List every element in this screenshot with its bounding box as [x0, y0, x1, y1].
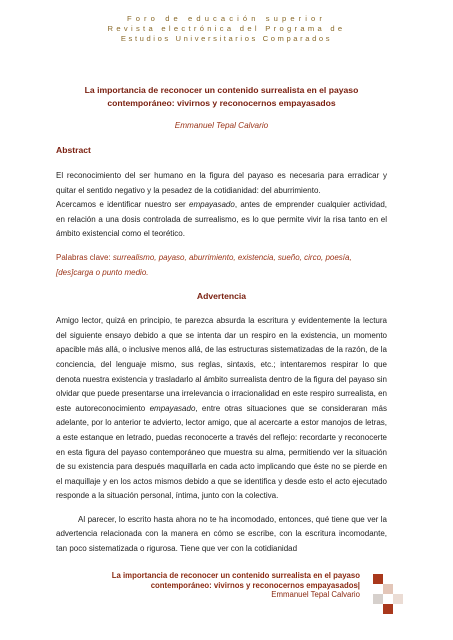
advertencia-p1-text-b: , entre otras situaciones que se consideraran más adelante, por lo anterior te advierto, lector amigo, que al acercarte a estor manojos de letras, a este estanque en letrado, puedas reconocerte a través del reflejo: recordarte y reconocerte en esta figura del payaso contemporáneo que muestra su alma, permitiendo ver la situación de su existencia para después maquillarla en cada acto implicando que éste no se pierde en el maquillaje y en los actos mismos debido a que se identifica y desde esto el acto ejecutado responde a la situación personal, íntima, junto con la colectiva. — [56, 403, 388, 501]
abstract-paragraph-2 — [56, 198, 387, 242]
advertencia-heading: Advertencia — [196, 291, 247, 302]
abstract-p2-text-a: Acercamos e identificar nuestro ser — [56, 200, 190, 210]
decor-square — [383, 584, 393, 594]
article-title — [56, 84, 387, 110]
journal-name: Foro de educación superior — [126, 14, 327, 23]
decor-square — [393, 594, 403, 604]
footer-title-1: La importancia de reconocer un contenido surrealista en el payaso — [111, 571, 360, 580]
decorative-squares — [373, 574, 403, 614]
decor-square — [383, 604, 393, 614]
advertencia-p1-emphasis: empayasado — [149, 403, 196, 413]
keywords-label: Palabras clave: — [56, 252, 113, 262]
journal-subtitle: Revista electrónica del Programa de — [107, 24, 346, 33]
advertencia-p1-text-a: Amigo lector, quizá en principio, te parezca absurda la escritura y evidentemente la lectura del siguiente ensayo debido a que se intenta dar un respiro en la existencia, un momento apacible más allá, o inclusive menos allá, de las estructuras sistematizadas de la razón, de la conciencia, del lenguaje mismo, sus reglas, sintaxis, etc.; intentaremos respirar lo que denota nuestra existencia y trasladarlo al ámbito surrealista dentro de la figura del payaso sin olvidar que puede presentarse una irrelevancia o irracionalidad en este respiro surrealista, en este autoreconocimiento — [56, 316, 387, 413]
journal-program: Estudios Universitarios Comparados — [120, 34, 333, 43]
page-footer — [112, 571, 360, 600]
keywords — [56, 251, 387, 280]
footer-author: Emmanuel Tepal Calvario — [271, 590, 360, 600]
advertencia-paragraph-2: Al parecer, lo escrito hasta ahora no te ha incomodado, entonces, qué tiene que ver la advertencia relacionada con la manera en cómo se escribe, con la escritura incomodante, tan poco sistematizada o rigurosa. Tiene que ver con la cotidianidad — [56, 514, 387, 554]
abstract-p2-text-b: , antes de emprender cualquier actividad, en relación a una dosis controlada de surrealismo, es lo que permite vivir la risa tanto en el ámbito existencial como el teorético. — [56, 200, 387, 239]
abstract-p2-emphasis: empayasado — [189, 200, 235, 210]
advertencia-paragraph-1 — [56, 314, 387, 504]
decor-square — [373, 574, 383, 584]
journal-header — [0, 14, 453, 44]
article-body — [56, 84, 387, 557]
keywords-list: surrealismo, payaso, aburrimiento, existencia, sueño, circo, poesía, [des]carga o punto medio. — [56, 252, 352, 277]
decor-square — [373, 594, 383, 604]
title-line-2: contemporáneo: vivirnos y reconocernos empayasados — [107, 98, 336, 108]
article-author: Emmanuel Tepal Calvario — [174, 121, 269, 130]
abstract-heading: Abstract — [56, 145, 91, 155]
title-line-1: La importancia de reconocer un contenido surrealista en el payaso — [84, 85, 359, 95]
abstract-paragraph-1: El reconocimiento del ser humano en la figura del payaso es necesaria para erradicar y quitar el sentido negativo y la pesadez de la cotidianidad: del aburrimiento. — [56, 171, 387, 195]
footer-title-2: contemporáneo: vivirnos y reconocernos empayasados| — [150, 580, 360, 590]
